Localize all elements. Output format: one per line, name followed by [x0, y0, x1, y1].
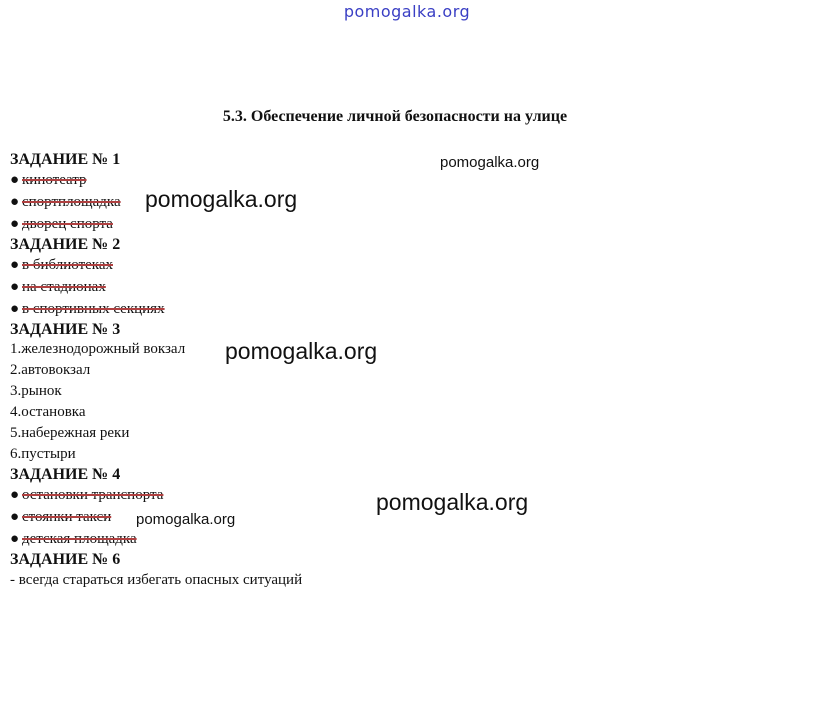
bullet-icon: ● — [10, 172, 20, 188]
list-item: ● дворец спорта — [10, 213, 610, 235]
list-item: 6.пустыри — [10, 446, 76, 462]
watermark: pomogalka.org — [145, 186, 298, 212]
section-2-heading: ЗАДАНИЕ № 2 — [10, 236, 121, 253]
header-watermark: pomogalka.org — [343, 2, 471, 21]
answers-block — [10, 150, 610, 591]
section-1-heading: ЗАДАНИЕ № 1 — [10, 151, 121, 168]
section-3-heading: ЗАДАНИЕ № 3 — [10, 321, 121, 338]
bullet-icon: ● — [10, 216, 20, 232]
watermark: pomogalka.org — [136, 511, 236, 528]
bullet-icon: ● — [10, 301, 20, 317]
list-item: ● на стадионах — [10, 276, 610, 298]
list-item: 3.рынок — [10, 383, 62, 399]
bullet-icon: ● — [10, 487, 20, 503]
list-item: ● спортплощадка — [10, 191, 610, 213]
list-item: 4.остановка — [10, 404, 86, 420]
list-item: ● в библиотеках — [10, 254, 610, 276]
list-item: 1.железнодорожный вокзал — [10, 341, 186, 357]
list-item: ● стоянки такси — [10, 506, 610, 528]
page-title: 5.3. Обеспечение личной безопасности на улице — [222, 108, 568, 125]
watermark: pomogalka.org — [440, 154, 540, 171]
bullet-icon: ● — [10, 257, 20, 273]
bullet-icon: ● — [10, 194, 20, 210]
section-4-heading: ЗАДАНИЕ № 4 — [10, 466, 121, 483]
list-item: ● в спортивных секциях — [10, 298, 610, 320]
bullet-icon: ● — [10, 509, 20, 525]
list-item: ● детская площадка — [10, 528, 610, 550]
list-item: 2.автовокзал — [10, 362, 91, 378]
list-item: - всегда стараться избегать опасных ситуаций — [10, 572, 303, 588]
list-item: ● остановки транспорта — [10, 484, 610, 506]
bullet-icon: ● — [10, 531, 20, 547]
watermark: pomogalka.org — [225, 338, 378, 364]
section-6-heading: ЗАДАНИЕ № 6 — [10, 551, 121, 568]
list-item: 5.набережная реки — [10, 425, 130, 441]
bullet-icon: ● — [10, 279, 20, 295]
list-item: ● кинотеатр — [10, 169, 610, 191]
watermark: pomogalka.org — [376, 489, 529, 515]
